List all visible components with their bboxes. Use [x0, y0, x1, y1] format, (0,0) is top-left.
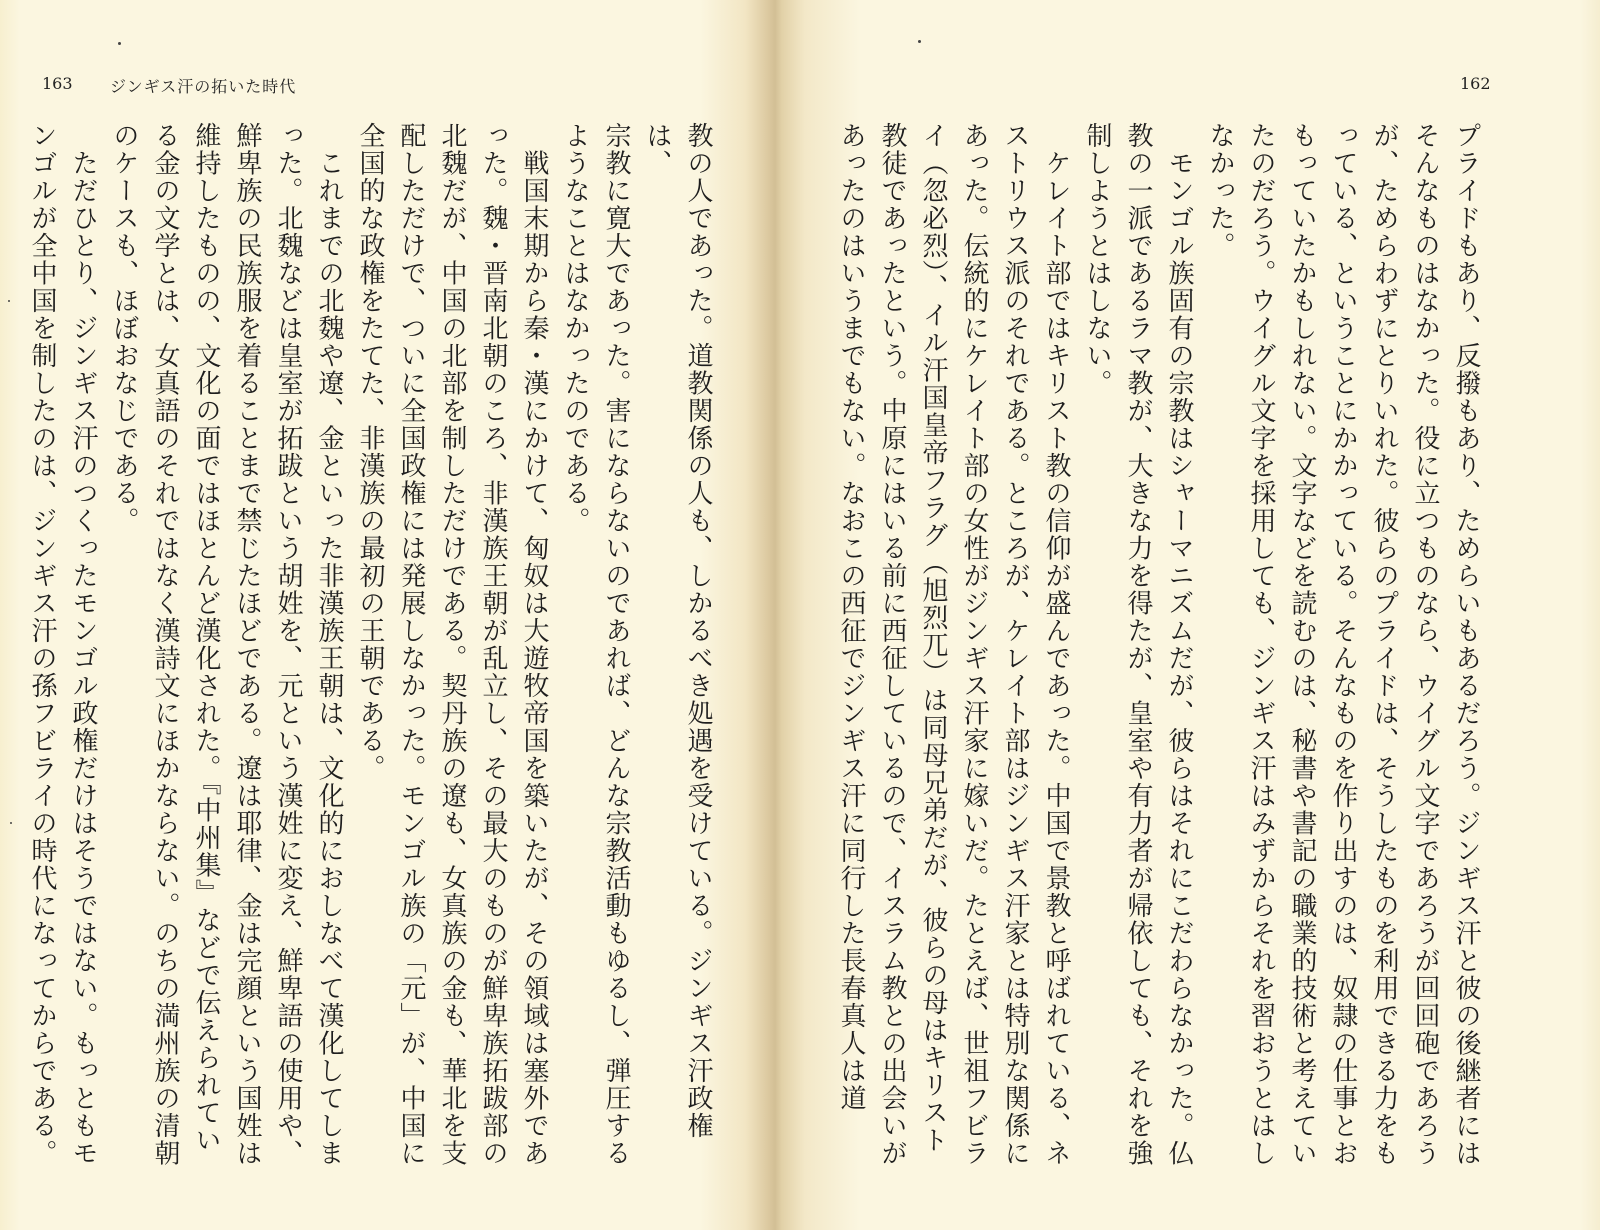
paper-speck	[118, 42, 121, 45]
paper-speck	[918, 40, 921, 43]
right-page	[780, 0, 1600, 1230]
page-body-text: プライドもあり、反撥もあり、ためらいもあるだろう。ジンギス汗と彼の後継者には そんなものはなかった。役に立つものなら、ウイグル文字であろうが回回砲であろう が、ためらわずにとりいれた。彼らのプライドは、そうしたものを利用できる力をも っている、ということにかかっている。そんなものを作り出すのは、奴隷の仕事とお もっていたかもしれない。文字などを読むのは、秘書や書記の職業的技術と考えてい たのだろう。ウイグル文字を採用しても、ジンギス汗はみずからそれを習おうとはし なかった。 モンゴル族固有の宗教はシャーマニズムだが、彼らはそれにこだわらなかった。仏 教の一派であるラマ教が、大きな力を得たが、皇室や有力者が帰依しても、それを強 制しようとはしない。 ケレイト部ではキリスト教の信仰が盛んであった。中国で景教と呼ばれている、ネ ストリウス派のそれである。ところが、ケレイト部はジンギス汗家とは特別な関係に あった。伝統的にケレイト部の女性がジンギス汗家に嫁いだ。たとえば、世祖フビラ イ（忽必烈）、イル汗国皇帝フラグ（旭烈兀）は同母兄弟だが、彼らの母はキリスト 教徒であったという。中原にはいる前に西征しているので、イスラム教との出会いが あったのはいうまでもない。なおこの西征でジンギス汗に同行した長春真人は道	[836, 122, 1481, 1167]
paper-speck	[8, 300, 10, 302]
running-title: ジンギス汗の拓いた時代	[110, 77, 297, 96]
page-number: 163	[42, 74, 73, 93]
left-page	[0, 0, 772, 1230]
page-number: 162	[1460, 74, 1491, 93]
paper-speck	[10, 822, 12, 824]
page-body-text: 教の人であった。道教関係の人も、しかるべき処遇を受けている。ジンギス汗政権は、 宗教に寛大であった。害にならないのであれば、どんな宗教活動もゆるし、弾圧する ようなことはなかったのである。 戦国末期から秦・漢にかけて、匈奴は大遊牧帝国を築いたが、その領域は塞外であ った。魏・晋南北朝のころ、非漢族王朝が乱立し、その最大のものが鮮卑族拓跋部の 北魏だが、中国の北部を制しただけである。契丹族の遼も、女真族の金も、華北を支 配しただけで、ついに全国政権には発展しなかった。モンゴル族の「元」が、中国に 全国的な政権をたてた、非漢族の最初の王朝である。 これまでの北魏や遼、金といった非漢族王朝は、文化的におしなべて漢化してしま った。北魏などは皇室が拓跋という胡姓を、元という漢姓に変え、鮮卑語の使用や、 鮮卑族の民族服を着ることまで禁じたほどである。遼は耶律、金は完顔という国姓は 維持したものの、文化の面ではほとんど漢化された。『中州集』などで伝えられてい る金の文学とは、女真語のそれではなく漢詩文にほかならない。のちの満州族の清朝 のケースも、ほぼおなじである。 ただひとり、ジンギス汗のつくったモンゴル政権だけはそうではない。もっともモ ンゴルが全中国を制したのは、ジンギス汗の孫フビライの時代になってからである。	[27, 122, 713, 1167]
